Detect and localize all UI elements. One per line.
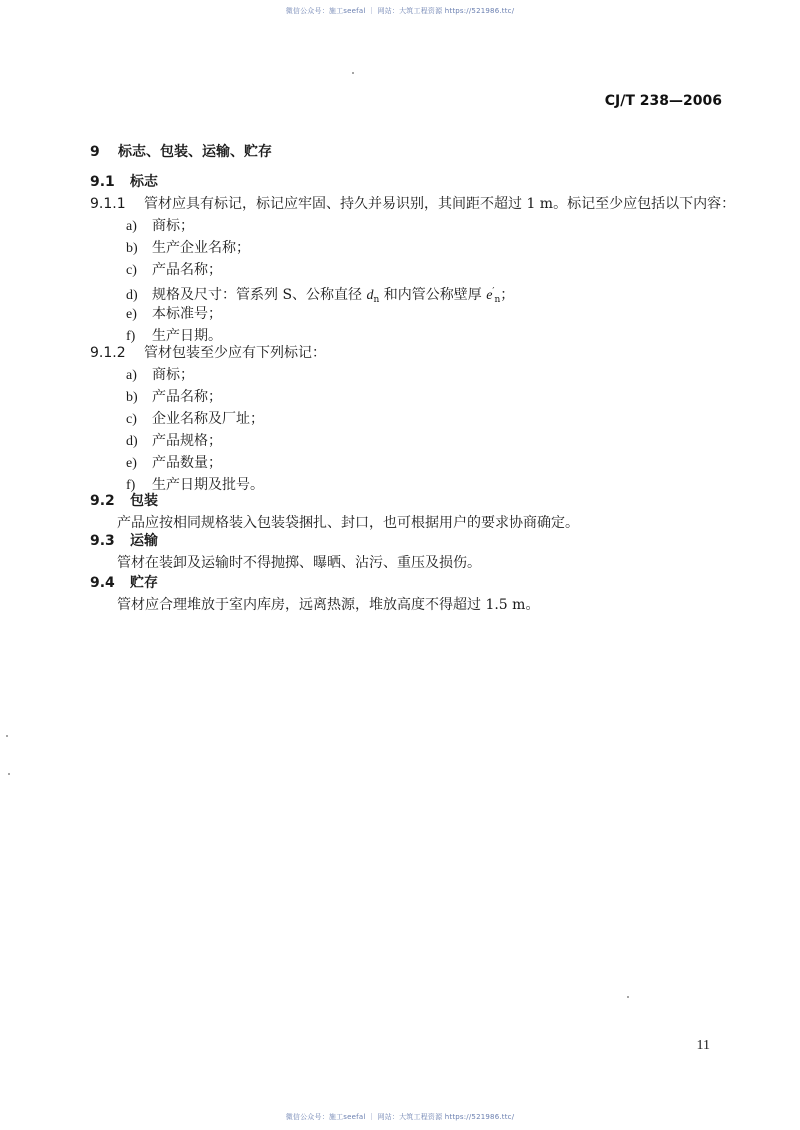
list-item-text-c: ； xyxy=(500,287,515,303)
list-item-text: 产品数量； xyxy=(152,455,222,471)
clause-9-1-2-number: 9.1.2 xyxy=(90,345,126,361)
section-9-4-title: 贮存 xyxy=(130,575,158,591)
list-item xyxy=(126,454,222,473)
list-item-text: 生产企业名称； xyxy=(152,240,250,256)
prime-mark: ′ xyxy=(492,287,495,297)
list-item-text: 产品名称； xyxy=(152,262,222,278)
list-item-text: 生产日期及批号。 xyxy=(152,477,264,493)
clause-9-1-1 xyxy=(90,195,735,213)
scan-speck xyxy=(8,773,10,775)
section-9-title: 标志、包装、运输、贮存 xyxy=(118,144,272,160)
list-item-label: d) xyxy=(126,288,138,303)
section-9-3-number: 9.3 xyxy=(90,533,115,549)
list-item-label: c) xyxy=(126,263,137,278)
section-9-heading xyxy=(90,143,272,161)
clause-9-1-1-number: 9.1.1 xyxy=(90,196,126,212)
list-item-label: f) xyxy=(126,478,136,493)
list-item-label: d) xyxy=(126,434,138,449)
section-9-2-number: 9.2 xyxy=(90,493,115,509)
section-9-4-text: 管材应合理堆放于室内库房，远离热源，堆放高度不得超过 1.5 m。 xyxy=(117,597,540,613)
list-item xyxy=(126,410,264,429)
subscript-n: n xyxy=(373,295,380,305)
clause-9-1-2 xyxy=(90,344,326,362)
watermark-top: 微信公众号：施工seefal ｜ 网站：大筑工程资源 https://521986.ttc/ xyxy=(285,7,515,15)
section-9-number: 9 xyxy=(90,144,100,160)
list-item-label: a) xyxy=(126,219,137,234)
list-item-text: 商标； xyxy=(152,218,194,234)
standard-code: CJ/T 238—2006 xyxy=(604,93,722,109)
subscript-n: n xyxy=(494,295,501,305)
list-item-text: 产品规格； xyxy=(152,433,222,449)
page-number: 11 xyxy=(696,1038,710,1053)
section-9-1-heading xyxy=(90,173,158,191)
list-item-text: 生产日期。 xyxy=(152,328,222,344)
list-item-label: e) xyxy=(126,307,137,322)
list-item-text: 企业名称及厂址； xyxy=(152,411,264,427)
list-item-text: 产品名称； xyxy=(152,389,222,405)
list-item-text: 商标； xyxy=(152,367,194,383)
section-9-1-title: 标志 xyxy=(130,174,158,190)
section-9-1-number: 9.1 xyxy=(90,174,115,190)
list-item-label: e) xyxy=(126,456,137,471)
section-9-4-heading xyxy=(90,574,158,592)
variable-d: d xyxy=(366,288,374,303)
list-item xyxy=(126,305,222,324)
section-9-3-heading xyxy=(90,532,158,550)
list-item xyxy=(126,239,250,258)
scan-speck xyxy=(352,72,354,74)
section-9-2-title: 包装 xyxy=(130,493,158,509)
section-9-2-heading xyxy=(90,492,158,510)
section-9-2-text: 产品应按相同规格装入包装袋捆扎、封口，也可根据用户的要求协商确定。 xyxy=(117,515,579,531)
watermark-bottom: 微信公众号：施工seefal ｜ 网站：大筑工程资源 https://521986.ttc/ xyxy=(285,1113,515,1121)
list-item-label: b) xyxy=(126,390,138,405)
variable-e: e xyxy=(486,288,493,303)
list-item-text-a: 规格及尺寸：管系列 S、公称直径 xyxy=(152,287,367,303)
scan-speck xyxy=(6,735,8,737)
list-item xyxy=(126,366,194,385)
scan-speck xyxy=(627,996,629,998)
list-item-label: a) xyxy=(126,368,137,383)
list-item xyxy=(126,261,222,280)
section-9-4-number: 9.4 xyxy=(90,575,115,591)
clause-9-1-2-text: 管材包装至少应有下列标记： xyxy=(144,345,326,361)
section-9-3-title: 运输 xyxy=(130,533,158,549)
list-item-text: 本标准号； xyxy=(152,306,222,322)
list-item xyxy=(126,217,194,236)
list-item-label: f) xyxy=(126,329,136,344)
list-item-text-b: 和内管公称壁厚 xyxy=(379,287,487,303)
clause-9-1-1-text: 管材应具有标记，标记应牢固、持久并易识别，其间距不超过 1 m。标记至少应包括以下内容： xyxy=(144,196,736,212)
section-9-3-text: 管材在装卸及运输时不得抛掷、曝晒、沾污、重压及损伤。 xyxy=(117,555,481,571)
list-item xyxy=(126,432,222,451)
list-item-label: b) xyxy=(126,241,138,256)
list-item xyxy=(126,388,222,407)
list-item-label: c) xyxy=(126,412,137,427)
